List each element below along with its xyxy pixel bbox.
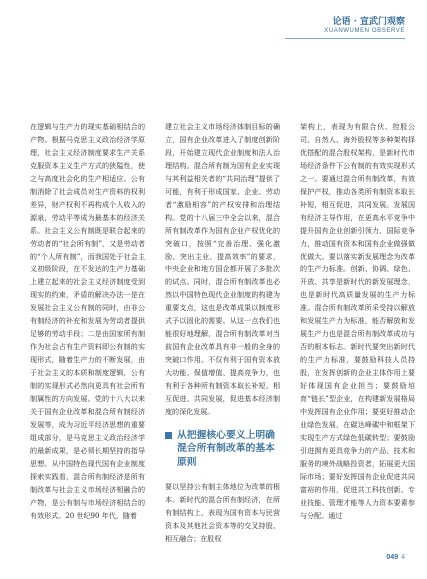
page-footer: [386, 554, 405, 561]
header-rule: [285, 38, 405, 39]
page-header: [324, 14, 405, 34]
section-heading: [165, 429, 280, 470]
text-column-1: [30, 121, 145, 523]
section-heading-text: 从把握核心要义上明确混合所有制改革的基本原则: [177, 429, 275, 468]
page-number: 049: [386, 554, 399, 561]
column-1-text: 在逻辑与生产力的现实基础相结合的产物。根据马克思主义政治经济学原理，社会主义经济制度要求生产关系克服资本主义生产方式的狭隘性，使之与高度社会化的生产相适应。公有制消除了社会成员对生产资料的权利差异，财产权利不再构成个人收入的源泉，劳动平等成为最基本的经济关系。社会主义公有制既是联合起来的劳动者的“社会所有制”，又是劳动者的“个人所有制”，而我国处于社会主义初级阶段，在不发达的生产力基础上建立起来的社会主义经济制度受到现实的约束，矛盾的解决办法一是在发展社会主义公有制的同时，由非公有制经济的补充和发展为劳动者提供足够的劳动手段；二是由国家所有制作为社会占有生产资料即公有制的实现形式，随着生产力的不断发展，由于社会主义的本质和制度逻辑，公有制的实现形式必然向更具有社会所有制属性的方向发展。党的十八大以来关于国有企业改革和混合所有制经济发展等，成为习近平经济思想的重要组成部分，是马克思主义政治经济学的最新成果，是必须长期坚持的指导思想。从中国特色现代国有企业制度探索实践看，混合所有制经济是所有制改革与社会主义市场经济相融合的产物，是公有制与市场经济相结合的有效形式。20 世纪90 年代，随着: [30, 122, 145, 520]
column-3-text: 架构上，表现为有限合伙、控股公司、自然人、海外股权等多种架构择优搭配的混合股权架构，是新时代市场经济条件下公有制的有效实现形式之一。要通过混合所有制改革，有效保护产权，推动各类所有制资本取长补短，相互促进，共同发展。发展国有经济主导作用，在更高水平竞争中提升国有企业创新引领力、国际竞争力，推动国有资本和国有企业做强做优做大。要以落实新发展理念为改革的生产力标准。创新、协调、绿色、开放、共享是新时代的新发展理念，也是新时代高质量发展的生产力标准。混合所有制改革所采受持以解放和发展生产力为标准，能否解放和发展生产力也是混合所有制改革成功与否的根本标志。新时代要突出新时代的生产力标准，要鼓励科技人员持股，在发挥创新的企业主体作用上要好体现国有企业担当；要鼓励培育“链长”型企业，在构建新发展格局中发挥国有企业作用；要更好推动企业绿色发展，在碳达峰碳中和框架下实现生产方式绿色低碳转型；要鼓励引进拥有更具竞争力的产品、技术和服务的境外战略投资者，拓展更大国际市场；要好发挥国有企业促进共同富裕的作用，促进共工科技创新、专业技能、管理才能等人力资本要素参与分配。通过: [300, 122, 415, 520]
publication-title: 论语 · 宣武门观察: [332, 17, 405, 27]
heading-square-icon: [165, 432, 172, 439]
column-2-text-after: 要以坚持公有制主体地位为改革的根本。新时代的混合所有制经济，在所有制结构上，表现为国有资本与民营资本及其他社会资本等的交叉持股、相互融合；在股权: [165, 482, 280, 544]
issue-mark: 4: [401, 554, 405, 561]
publication-title-en: XUANWUMEN OBSERVE: [324, 28, 405, 34]
column-2-text-before: 建立社会主义市场经济体制目标的确立，国有企业改革进入了制度创新阶段，开始建立现代企业制度和法人治理结构。混合所有制为国有企业实现与其利益相关者的“共同治理”提供了可能，有利于形成国家、企业、劳动者“激励相容”的产权安排和治理结构。党的十八届三中全会以来，混合所有制改革作为国有企业产权优化的突破口，按照“完善治理、强化激励、突出主业、提高效率”的要求，中央企业和地方国企都开展了多批次的试点。同时，混合所有制改革也必然以中国特色现代企业制度的构建为重要支点，这也是改革成果以制度形式予以固化的需要。从这一点我们也能很好地理解，混合所有制改革对当前国有企业改革具有非一般的全身的突破口作用。不仅有利于国有资本放大功能、保值增值、提高竞争力，也有利于各种所有制资本取长补短、相互促进、共同发展，促进基本经济制度的深化发展。: [165, 122, 280, 416]
text-column-3: [300, 121, 415, 523]
text-column-2: [165, 121, 280, 546]
